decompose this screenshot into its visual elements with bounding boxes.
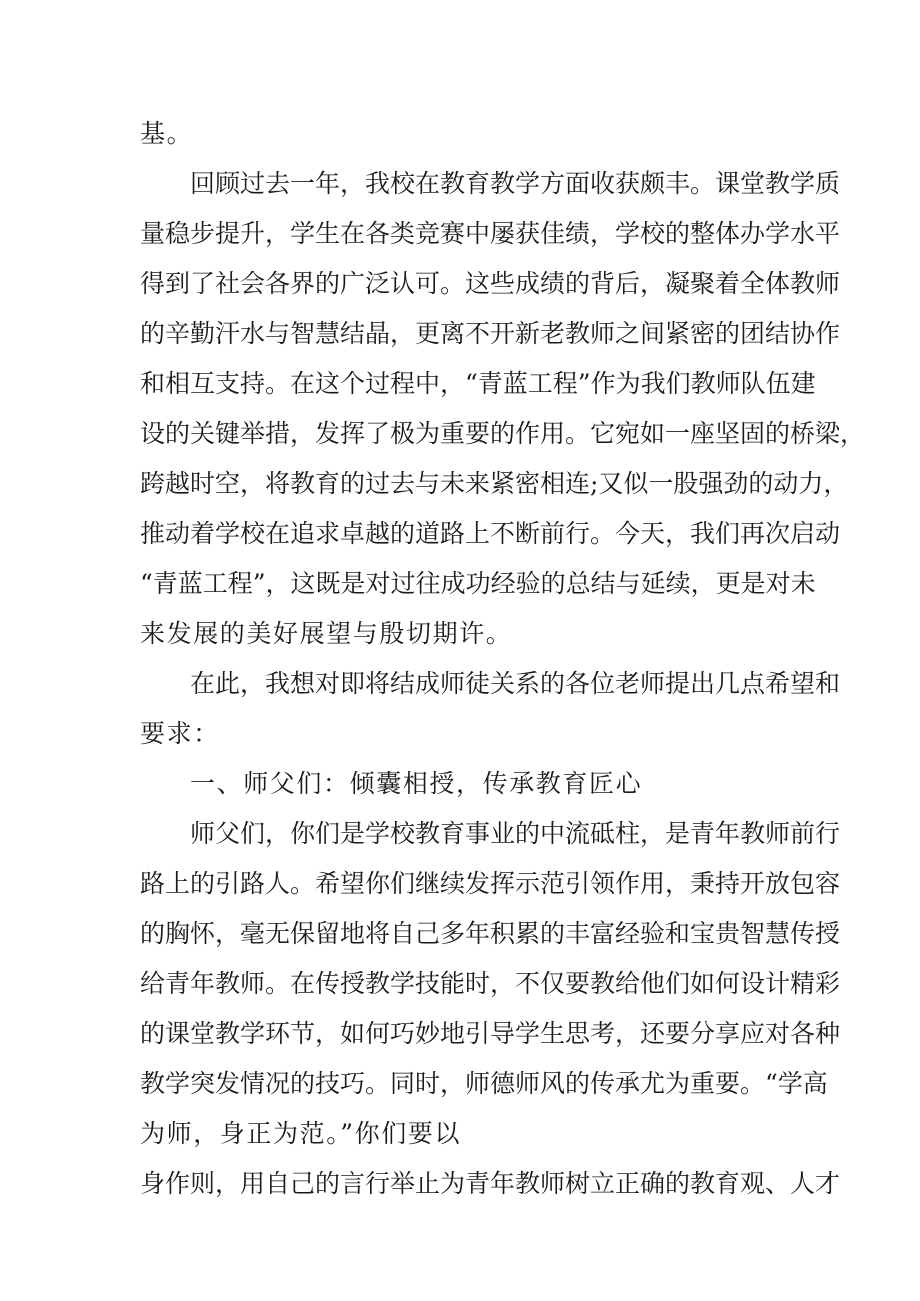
- text-line: 的辛勤汗水与智慧结晶，更离不开新老教师之间紧密的团结协作: [140, 319, 841, 348]
- text-line: 要求：: [140, 719, 220, 748]
- text-line: 教学突发情况的技巧。同时，师德师风的传承尤为重要。“学高: [140, 1069, 828, 1098]
- text-line: 设的关键举措，发挥了极为重要的作用。它宛如一座坚固的桥梁，: [140, 419, 866, 448]
- text-line: 量稳步提升，学生在各类竞赛中屡获佳绩，学校的整体办学水平: [140, 219, 841, 248]
- text-line: 基。: [140, 119, 194, 148]
- text-line: 来发展的美好展望与殷切期许。: [140, 619, 513, 648]
- text-line: 和相互支持。在这个过程中，“青蓝工程”作为我们教师队伍建: [140, 369, 816, 398]
- text-line: 为师，身正为范。”你们要以: [140, 1119, 462, 1148]
- text-line: 回顾过去一年，我校在教育教学方面收获颇丰。课堂教学质: [190, 169, 841, 198]
- text-line: 给青年教师。在传授教学技能时，不仅要教给他们如何设计精彩: [140, 969, 841, 998]
- text-line: 在此，我想对即将结成师徒关系的各位老师提出几点希望和: [190, 669, 841, 698]
- text-line: 跨越时空，将教育的过去与未来紧密相连;又似一股强劲的动力，: [140, 469, 849, 498]
- text-line: 路上的引路人。希望你们继续发挥示范引领作用，秉持开放包容: [140, 869, 841, 898]
- text-line: 身作则，用自己的言行举止为青年教师树立正确的教育观、人才: [140, 1169, 841, 1198]
- section-heading: 一、师父们：倾囊相授，传承教育匠心: [190, 769, 643, 798]
- text-line: 得到了社会各界的广泛认可。这些成绩的背后，凝聚着全体教师: [140, 269, 841, 298]
- text-line: 的胸怀，毫无保留地将自己多年积累的丰富经验和宝贵智慧传授: [140, 919, 841, 948]
- text-line: “青蓝工程”，这既是对过往成功经验的总结与延续，更是对未: [140, 569, 816, 598]
- text-line: 的课堂教学环节，如何巧妙地引导学生思考，还要分享应对各种: [140, 1019, 841, 1048]
- text-line: 师父们，你们是学校教育事业的中流砥柱，是青年教师前行: [190, 819, 841, 848]
- text-line: 推动着学校在追求卓越的道路上不断前行。今天，我们再次启动: [140, 519, 841, 548]
